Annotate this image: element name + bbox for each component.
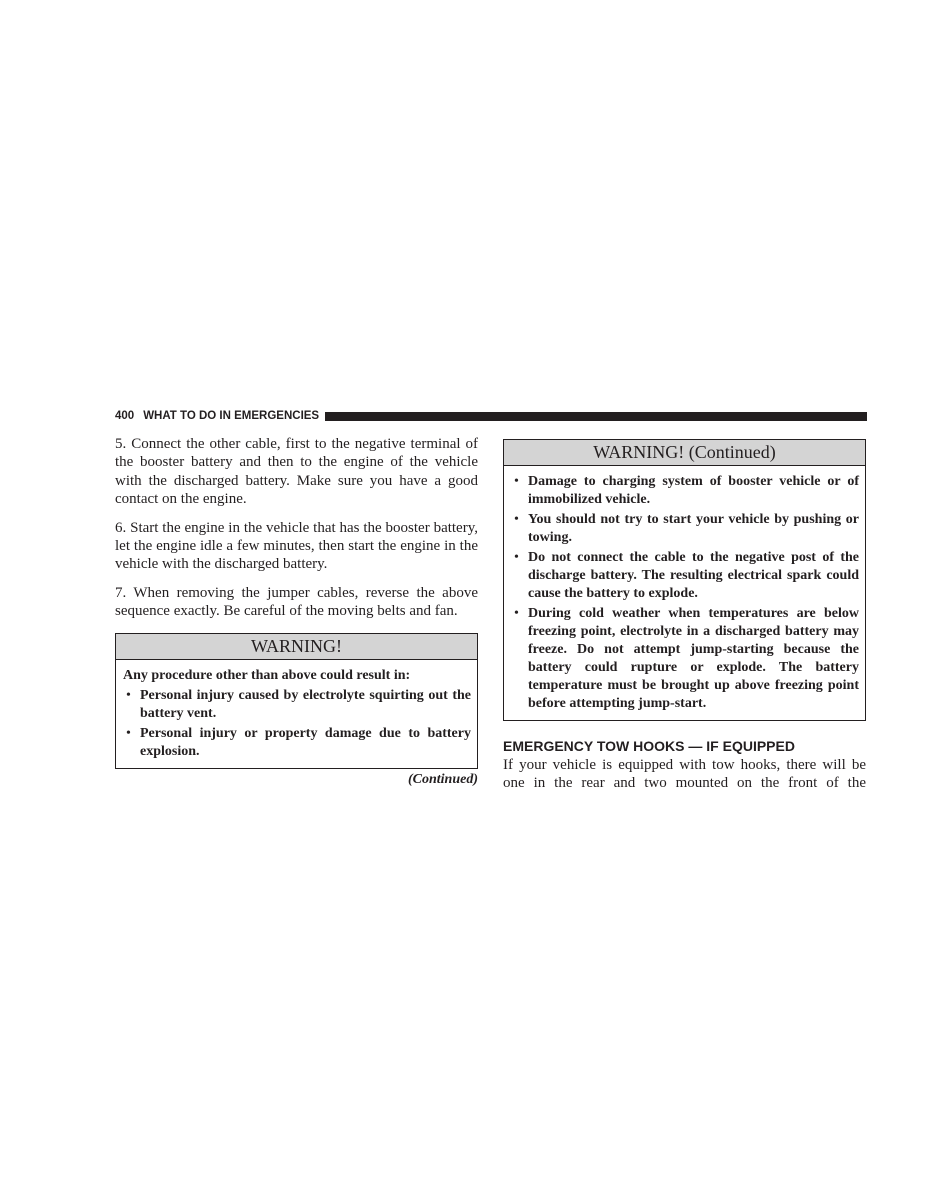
warning-title: WARNING! [116,634,477,660]
warning-item-text: During cold weather when temperatures are below freezing point, electrolyte in a discharged battery may freeze. Do not attempt jump-starting because the battery could rupture or explode. The battery temperature must be brought up above freezing point before attempting jump-start. [528,606,859,711]
bullet-icon: • [514,512,519,527]
warning-item-text: Personal injury caused by electrolyte squirting out the battery vent. [140,687,471,721]
warning-item [511,605,859,713]
warning-item [511,549,859,603]
section-title: WHAT TO DO IN EMERGENCIES [143,410,320,422]
warning-item [123,725,471,761]
header-rule [325,412,867,421]
bullet-icon: • [514,606,519,621]
tow-hooks-paragraph: If your vehicle is equipped with tow hooks, there will be one in the rear and two mounted on the front of the [503,757,866,792]
warning-item-text: Damage to charging system of booster vehicle or of immobilized vehicle. [528,474,859,507]
warning-body [116,660,477,768]
continued-label: (Continued) [407,771,478,787]
warning-list [123,687,471,761]
page-number: 400 [115,410,135,422]
warning-box [115,633,478,769]
warning-continued-box [503,439,866,721]
warning-continued-list [511,473,859,713]
step-5-paragraph: 5. Connect the other cable, first to the negative terminal of the booster battery and then to the engine of the vehicle with the discharged battery. Make sure you have a good contact on the engine. [115,436,478,508]
step-6-paragraph: 6. Start the engine in the vehicle that has the booster battery, let the engine idle a few minutes, then start the engine in the vehicle with the discharged battery. [115,519,478,573]
warning-item [511,511,859,547]
bullet-icon: • [126,687,131,703]
warning-continued-body [504,466,865,720]
warning-item-text: Do not connect the cable to the negative post of the discharge battery. The resulting electrical spark could cause the battery to explode. [528,550,859,601]
warning-item [511,473,859,509]
warning-item [123,687,471,723]
warning-intro: Any procedure other than above could result in: [123,667,411,683]
bullet-icon: • [514,550,519,565]
right-column [503,435,866,803]
warning-continued-title: WARNING! (Continued) [504,440,865,466]
left-column [115,435,478,788]
step-7-paragraph: 7. When removing the jumper cables, reverse the above sequence exactly. Be careful of the moving belts and fan. [115,584,478,620]
warning-item-text: Personal injury or property damage due to battery explosion. [140,725,471,759]
bullet-icon: • [126,725,131,741]
bullet-icon: • [514,474,519,489]
tow-hooks-heading: EMERGENCY TOW HOOKS — IF EQUIPPED [503,738,795,754]
page-header [115,408,867,424]
warning-item-text: You should not try to start your vehicle by pushing or towing. [528,512,859,545]
